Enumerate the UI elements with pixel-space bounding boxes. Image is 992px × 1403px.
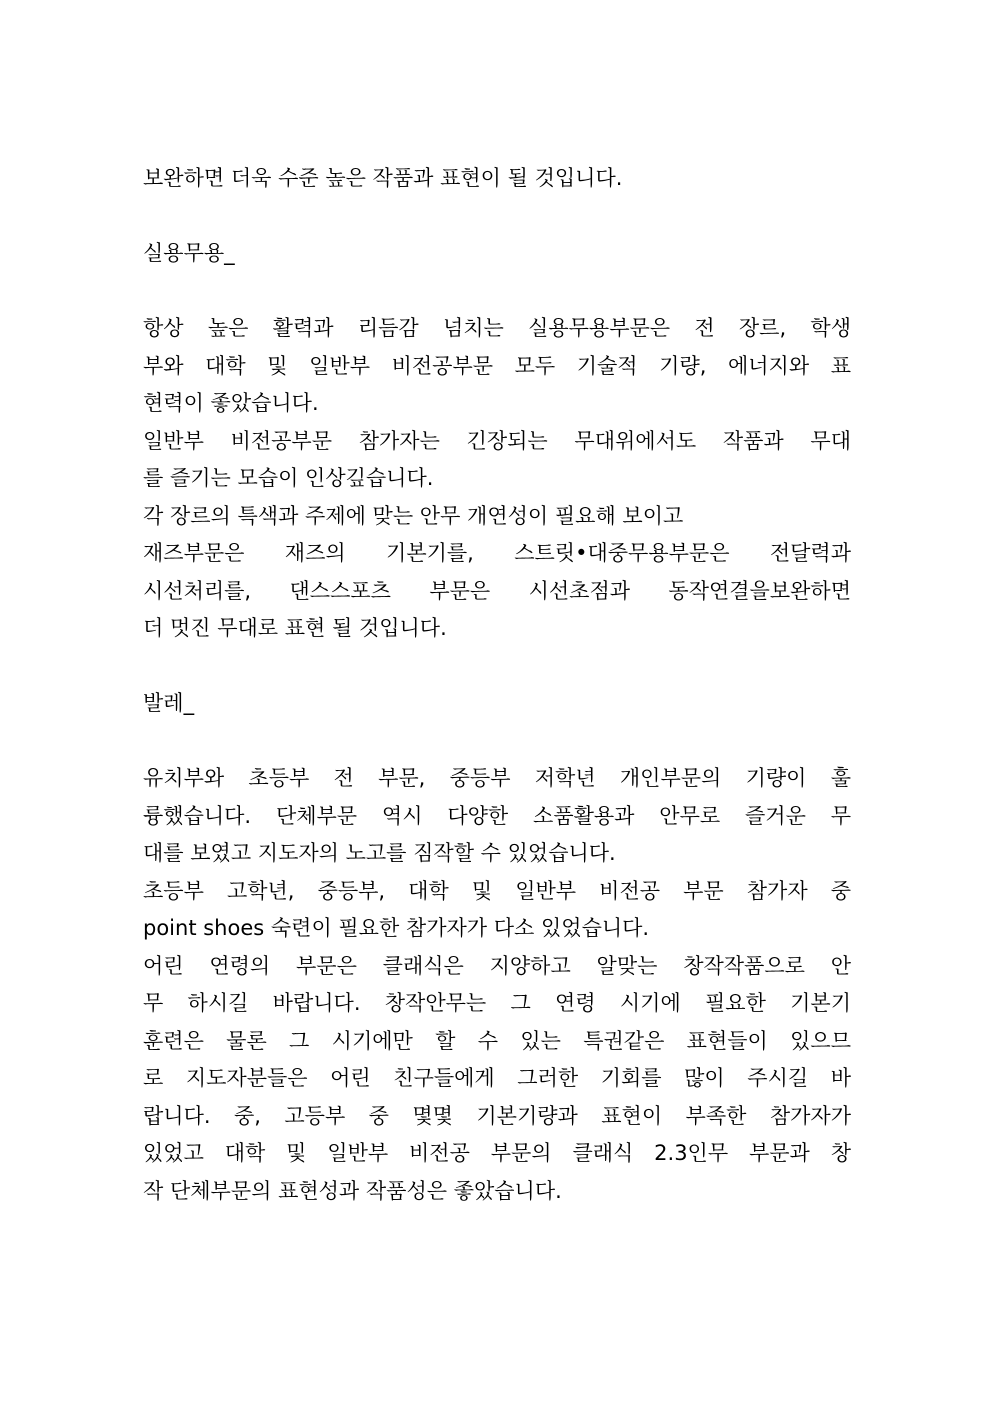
practical-dance-line: 를 즐기는 모습이 인상깊습니다.: [143, 466, 434, 490]
document-body: [143, 160, 851, 1210]
ballet-line: 로 지도자분들은 어린 친구들에게 그러한 기회를 많이 주시길 바: [143, 1066, 851, 1090]
practical-dance-line: 더 멋진 무대로 표현 될 것입니다.: [143, 616, 447, 640]
ballet-line: 있었고 대학 및 일반부 비전공 부문의 클래식 2.3인무 부문과 창: [143, 1141, 851, 1165]
ballet-line: 무 하시길 바랍니다. 창작안무는 그 연령 시기에 필요한 기본기: [143, 991, 851, 1015]
practical-dance-line: 시선처리를, 댄스스포츠 부문은 시선초점과 동작연결을보완하면: [143, 578, 851, 603]
ballet-line: 훈련은 물론 그 시기에만 할 수 있는 특권같은 표현들이 있으므: [143, 1028, 851, 1053]
ballet-line: point shoes 숙련이 필요한 참가자가 다소 있었습니다.: [143, 916, 650, 940]
ballet-line: 랍니다. 중, 고등부 중 몇몇 기본기량과 표현이 부족한 참가자가: [143, 1103, 851, 1128]
ballet-line: 작 단체부문의 표현성과 작품성은 좋았습니다.: [143, 1178, 562, 1203]
practical-dance-line: 각 장르의 특색과 주제에 맞는 안무 개연성이 필요해 보이고: [143, 503, 684, 528]
ballet-line: 초등부 고학년, 중등부, 대학 및 일반부 비전공 부문 참가자 중: [143, 878, 851, 903]
practical-dance-line: 현력이 좋았습니다.: [143, 391, 319, 415]
intro-paragraph: 보완하면 더욱 수준 높은 작품과 표현이 될 것입니다.: [143, 166, 623, 190]
practical-dance-line: 재즈부문은 재즈의 기본기를, 스트릿•대중무용부문은 전달력과: [143, 541, 851, 565]
ballet-line: 륭했습니다. 단체부문 역시 다양한 소품활용과 안무로 즐거운 무: [143, 803, 851, 828]
ballet-line: 대를 보였고 지도자의 노고를 짐작할 수 있었습니다.: [143, 841, 616, 865]
paragraph-spacer: [143, 723, 851, 761]
paragraph-spacer: [143, 273, 851, 311]
paragraph-spacer: [143, 648, 851, 686]
practical-dance-line: 부와 대학 및 일반부 비전공부문 모두 기술적 기량, 에너지와 표: [143, 353, 851, 378]
ballet-line: 유치부와 초등부 전 부문, 중등부 저학년 개인부문의 기량이 훌: [143, 766, 851, 790]
paragraph-spacer: [143, 198, 851, 236]
section-heading-practical-dance: 실용무용_: [143, 241, 235, 265]
practical-dance-line: 일반부 비전공부문 참가자는 긴장되는 무대위에서도 작품과 무대: [143, 428, 851, 453]
section-heading-ballet: 발레_: [143, 691, 195, 715]
practical-dance-line: 항상 높은 활력과 리듬감 넘치는 실용무용부문은 전 장르, 학생: [143, 316, 851, 340]
ballet-line: 어린 연령의 부문은 클래식은 지양하고 알맞는 창작작품으로 안: [143, 953, 851, 978]
